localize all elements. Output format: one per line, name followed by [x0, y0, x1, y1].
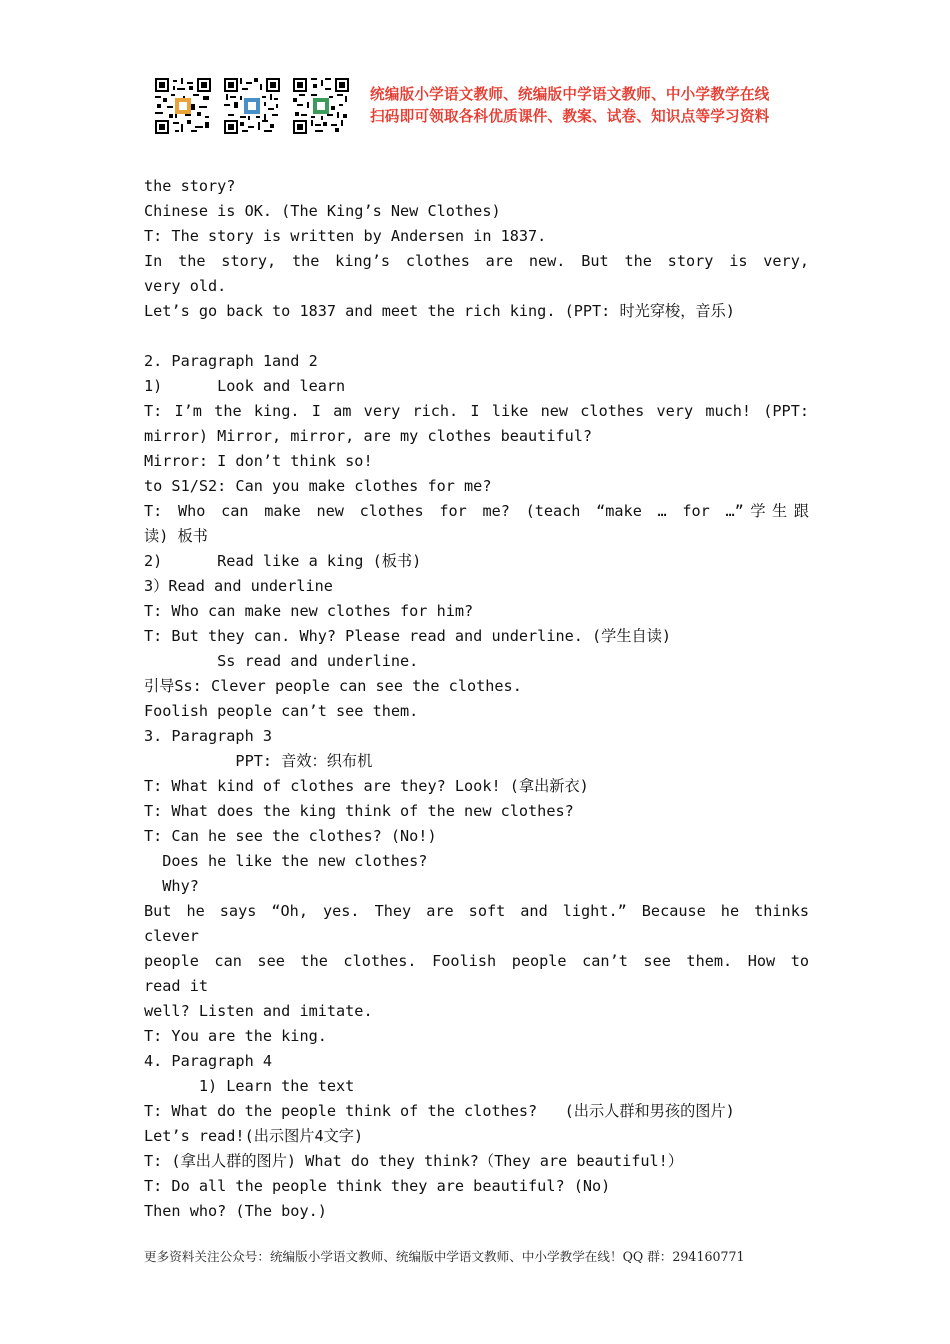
- text-line: Mirror: I don’t think so!: [144, 452, 373, 470]
- text-line: clever: [144, 927, 199, 945]
- text-line: people can see the clothes. Foolish people can’t see them. How to: [144, 952, 809, 970]
- text-line: the story?: [144, 177, 236, 195]
- text-line: T: Can he see the clothes? (No!): [144, 827, 437, 845]
- text-line: T: What do the people think of the clothes? (出示人群和男孩的图片): [144, 1102, 735, 1120]
- text-line: T: I’m the king. I am very rich. I like new clothes very much! (PPT:: [144, 402, 809, 420]
- text-line: T: What kind of clothes are they? Look! (拿出新衣): [144, 777, 589, 795]
- footer-note: 更多资料关注公众号：统编版小学语文教师、统编版中学语文教师、中小学教学在线！QQ 群：294160771: [144, 1249, 745, 1264]
- section-heading: 2. Paragraph 1and 2: [144, 352, 318, 370]
- text-line: 引导Ss: Clever people can see the clothes.: [144, 677, 522, 695]
- text-line: 读) 板书: [144, 527, 208, 545]
- text-line: Then who? (The boy.): [144, 1202, 327, 1220]
- text-line: well? Listen and imitate.: [144, 1002, 373, 1020]
- text-line: T: What does the king think of the new clothes?: [144, 802, 574, 820]
- text-line: Foolish people can’t see them.: [144, 702, 419, 720]
- text-line: 1) Look and learn: [144, 377, 346, 395]
- banner-line-2: 扫码即可领取各科优质课件、教案、试卷、知识点等学习资料: [370, 108, 770, 125]
- text-line: read it: [144, 977, 209, 995]
- text-line: T: You are the king.: [144, 1027, 327, 1045]
- text-line: Let’s read!(出示图片4文字): [144, 1127, 364, 1145]
- lesson-body: [144, 174, 809, 1224]
- text-line: T: Do all the people think they are beautiful? (No): [144, 1177, 611, 1195]
- text-line: T: Who can make new clothes for me? (teach “make … for …”学生跟: [144, 502, 809, 520]
- text-line: PPT: 音效：织布机: [144, 752, 373, 770]
- section-heading: 3. Paragraph 3: [144, 727, 273, 745]
- section-heading: 4. Paragraph 4: [144, 1052, 273, 1070]
- qr-code-3[interactable]: [293, 78, 349, 134]
- text-line: T: (拿出人群的图片) What do they think?（They are beautiful!）: [144, 1152, 684, 1170]
- text-line: Does he like the new clothes?: [144, 852, 428, 870]
- text-line: But he says “Oh, yes. They are soft and light.” Because he thinks: [144, 902, 809, 920]
- text-line: [144, 324, 809, 349]
- text-line: In the story, the king’s clothes are new. But the story is very,: [144, 252, 809, 270]
- text-line: mirror) Mirror, mirror, are my clothes beautiful?: [144, 427, 593, 445]
- text-line: Chinese is OK. (The King’s New Clothes): [144, 202, 501, 220]
- text-line: 2) Read like a king (板书): [144, 552, 422, 570]
- text-line: T: But they can. Why? Please read and underline. (学生自读): [144, 627, 672, 645]
- text-line: T: The story is written by Andersen in 1837.: [144, 227, 547, 245]
- header: [155, 78, 805, 136]
- text-line: Why?: [144, 877, 199, 895]
- qr-code-2[interactable]: [224, 78, 280, 134]
- text-line: 3）Read and underline: [144, 577, 333, 595]
- qr-code-1[interactable]: [155, 78, 211, 134]
- text-line: to S1/S2: Can you make clothes for me?: [144, 477, 492, 495]
- text-line: very old.: [144, 277, 227, 295]
- promo-banner: [370, 84, 810, 128]
- banner-line-1: 统编版小学语文教师、统编版中学语文教师、中小学教学在线: [370, 86, 770, 103]
- text-line: Let’s go back to 1837 and meet the rich king. (PPT: 时光穿梭，音乐): [144, 302, 735, 320]
- text-line: 1) Learn the text: [144, 1077, 355, 1095]
- text-line: T: Who can make new clothes for him?: [144, 602, 474, 620]
- text-line: Ss read and underline.: [144, 652, 419, 670]
